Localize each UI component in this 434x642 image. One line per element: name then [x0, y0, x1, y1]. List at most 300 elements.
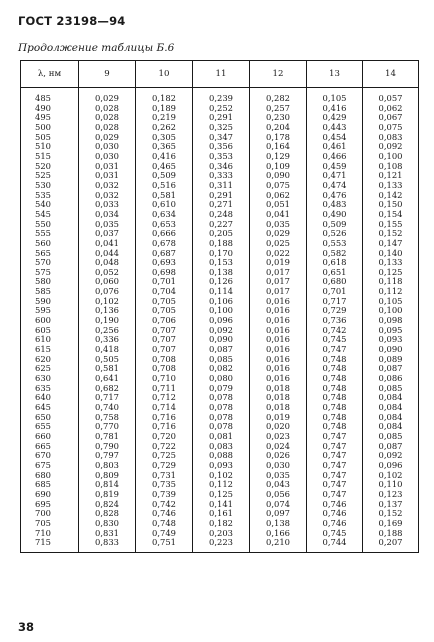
value-cell: 0,471 [307, 171, 363, 181]
value-cell: 0,086 [363, 374, 419, 384]
value-cell: 0,075 [250, 181, 307, 191]
value-cell: 0,814 [79, 480, 136, 490]
value-cell: 0,716 [136, 422, 193, 432]
value-cell: 0,025 [250, 239, 307, 249]
wavelength-cell: 700 [21, 509, 79, 519]
value-cell: 0,035 [250, 220, 307, 230]
value-cell: 0,325 [193, 123, 250, 133]
value-cell: 0,722 [136, 442, 193, 452]
value-cell: 0,084 [363, 403, 419, 413]
value-cell: 0,030 [79, 142, 136, 152]
value-cell: 0,466 [307, 152, 363, 162]
value-cell: 0,085 [363, 384, 419, 394]
value-cell: 0,105 [307, 88, 363, 104]
value-cell: 0,747 [307, 442, 363, 452]
table-row [21, 384, 419, 394]
value-cell: 0,083 [193, 442, 250, 452]
value-cell: 0,084 [363, 413, 419, 423]
value-cell: 0,105 [363, 297, 419, 307]
value-cell: 0,742 [307, 326, 363, 336]
value-cell: 0,035 [250, 471, 307, 481]
value-cell: 0,353 [193, 152, 250, 162]
value-cell: 0,138 [193, 268, 250, 278]
value-cell: 0,028 [79, 123, 136, 133]
value-cell: 0,048 [79, 258, 136, 268]
value-cell: 0,262 [136, 123, 193, 133]
value-cell: 0,164 [250, 142, 307, 152]
value-cell: 0,087 [363, 442, 419, 452]
value-cell: 0,443 [307, 123, 363, 133]
wavelength-cell: 505 [21, 133, 79, 143]
value-cell: 0,016 [250, 355, 307, 365]
wavelength-cell: 575 [21, 268, 79, 278]
value-cell: 0,803 [79, 461, 136, 471]
value-cell: 0,152 [363, 509, 419, 519]
value-cell: 0,121 [363, 171, 419, 181]
wavelength-cell: 670 [21, 451, 79, 461]
wavelength-cell: 660 [21, 432, 79, 442]
table-row [21, 500, 419, 510]
table-row [21, 519, 419, 529]
value-cell: 0,505 [79, 355, 136, 365]
value-cell: 0,230 [250, 113, 307, 123]
value-cell: 0,712 [136, 393, 193, 403]
table-row [21, 142, 419, 152]
wavelength-cell: 675 [21, 461, 79, 471]
table-row [21, 403, 419, 413]
wavelength-cell: 485 [21, 88, 79, 104]
value-cell: 0,474 [307, 181, 363, 191]
table-row [21, 374, 419, 384]
value-cell: 0,526 [307, 229, 363, 239]
value-cell: 0,037 [79, 229, 136, 239]
wavelength-cell: 610 [21, 335, 79, 345]
wavelength-cell: 550 [21, 220, 79, 230]
value-cell: 0,084 [363, 393, 419, 403]
value-cell: 0,748 [136, 519, 193, 529]
value-cell: 0,347 [193, 133, 250, 143]
value-cell: 0,096 [363, 461, 419, 471]
value-cell: 0,141 [193, 500, 250, 510]
value-cell: 0,081 [193, 432, 250, 442]
value-cell: 0,067 [363, 113, 419, 123]
wavelength-cell: 565 [21, 249, 79, 259]
value-cell: 0,465 [136, 162, 193, 172]
value-cell: 0,256 [79, 326, 136, 336]
value-cell: 0,346 [193, 162, 250, 172]
value-cell: 0,075 [363, 123, 419, 133]
value-cell: 0,182 [193, 519, 250, 529]
value-cell: 0,311 [193, 181, 250, 191]
value-cell: 0,018 [250, 384, 307, 394]
value-cell: 0,108 [363, 162, 419, 172]
table-row [21, 451, 419, 461]
value-cell: 0,051 [250, 200, 307, 210]
value-cell: 0,819 [79, 490, 136, 500]
table-row [21, 249, 419, 259]
value-cell: 0,736 [307, 316, 363, 326]
value-cell: 0,016 [250, 306, 307, 316]
value-cell: 0,707 [136, 345, 193, 355]
value-cell: 0,019 [250, 258, 307, 268]
wavelength-cell: 690 [21, 490, 79, 500]
value-cell: 0,092 [193, 326, 250, 336]
table-row [21, 355, 419, 365]
table-row [21, 200, 419, 210]
value-cell: 0,031 [79, 171, 136, 181]
value-cell: 0,653 [136, 220, 193, 230]
column-header-11: 11 [193, 61, 250, 88]
value-cell: 0,581 [79, 364, 136, 374]
value-cell: 0,701 [136, 277, 193, 287]
standard-header: ГОСТ 23198—94 [18, 14, 126, 28]
value-cell: 0,770 [79, 422, 136, 432]
value-cell: 0,716 [136, 413, 193, 423]
value-cell: 0,133 [363, 258, 419, 268]
wavelength-cell: 715 [21, 538, 79, 552]
wavelength-cell: 665 [21, 442, 79, 452]
value-cell: 0,219 [136, 113, 193, 123]
value-cell: 0,137 [363, 500, 419, 510]
value-cell: 0,029 [79, 133, 136, 143]
wavelength-cell: 635 [21, 384, 79, 394]
wavelength-cell: 685 [21, 480, 79, 490]
value-cell: 0,227 [193, 220, 250, 230]
wavelength-cell: 600 [21, 316, 79, 326]
value-cell: 0,706 [136, 316, 193, 326]
value-cell: 0,087 [363, 364, 419, 374]
value-cell: 0,282 [250, 88, 307, 104]
table-row [21, 509, 419, 519]
table-body [21, 88, 419, 553]
value-cell: 0,742 [136, 500, 193, 510]
value-cell: 0,102 [363, 471, 419, 481]
value-cell: 0,057 [363, 88, 419, 104]
value-cell: 0,248 [193, 210, 250, 220]
value-cell: 0,152 [363, 229, 419, 239]
value-cell: 0,746 [136, 509, 193, 519]
value-cell: 0,169 [363, 519, 419, 529]
table-row [21, 258, 419, 268]
value-cell: 0,416 [307, 104, 363, 114]
value-cell: 0,031 [79, 162, 136, 172]
wavelength-cell: 495 [21, 113, 79, 123]
value-cell: 0,095 [363, 326, 419, 336]
wavelength-cell: 520 [21, 162, 79, 172]
value-cell: 0,100 [363, 306, 419, 316]
value-cell: 0,744 [307, 538, 363, 552]
value-cell: 0,102 [79, 297, 136, 307]
value-cell: 0,080 [193, 374, 250, 384]
value-cell: 0,748 [307, 355, 363, 365]
table-row [21, 471, 419, 481]
value-cell: 0,271 [193, 200, 250, 210]
value-cell: 0,714 [136, 403, 193, 413]
value-cell: 0,203 [193, 529, 250, 539]
value-cell: 0,078 [193, 403, 250, 413]
value-cell: 0,717 [307, 297, 363, 307]
column-header-10: 10 [136, 61, 193, 88]
value-cell: 0,223 [193, 538, 250, 552]
table-row [21, 326, 419, 336]
value-cell: 0,062 [250, 191, 307, 201]
value-cell: 0,618 [307, 258, 363, 268]
value-cell: 0,133 [363, 181, 419, 191]
table-row [21, 220, 419, 230]
value-cell: 0,032 [79, 191, 136, 201]
table-continuation-caption: Продолжение таблицы Б.6 [18, 42, 175, 54]
value-cell: 0,701 [307, 287, 363, 297]
value-cell: 0,078 [193, 422, 250, 432]
value-cell: 0,509 [136, 171, 193, 181]
table-row [21, 413, 419, 423]
value-cell: 0,147 [363, 239, 419, 249]
value-cell: 0,257 [250, 104, 307, 114]
value-cell: 0,085 [193, 355, 250, 365]
table-row [21, 287, 419, 297]
table-row [21, 422, 419, 432]
table-row [21, 529, 419, 539]
value-cell: 0,034 [79, 210, 136, 220]
value-cell: 0,758 [79, 413, 136, 423]
value-cell: 0,097 [250, 509, 307, 519]
value-cell: 0,023 [250, 432, 307, 442]
wavelength-cell: 620 [21, 355, 79, 365]
value-cell: 0,170 [193, 249, 250, 259]
value-cell: 0,114 [193, 287, 250, 297]
value-cell: 0,026 [250, 451, 307, 461]
value-cell: 0,087 [193, 345, 250, 355]
value-cell: 0,028 [79, 113, 136, 123]
value-cell: 0,090 [363, 345, 419, 355]
value-cell: 0,043 [250, 480, 307, 490]
value-cell: 0,020 [250, 422, 307, 432]
wavelength-cell: 640 [21, 393, 79, 403]
value-cell: 0,553 [307, 239, 363, 249]
table-row [21, 268, 419, 278]
value-cell: 0,476 [307, 191, 363, 201]
value-cell: 0,747 [307, 345, 363, 355]
value-cell: 0,509 [307, 220, 363, 230]
value-cell: 0,126 [193, 277, 250, 287]
value-cell: 0,017 [250, 277, 307, 287]
value-cell: 0,459 [307, 162, 363, 172]
value-cell: 0,418 [79, 345, 136, 355]
value-cell: 0,189 [136, 104, 193, 114]
value-cell: 0,155 [363, 220, 419, 230]
value-cell: 0,751 [136, 538, 193, 552]
value-cell: 0,333 [193, 171, 250, 181]
table-row [21, 480, 419, 490]
value-cell: 0,746 [307, 500, 363, 510]
value-cell: 0,747 [307, 451, 363, 461]
page-number: 38 [18, 620, 35, 634]
value-cell: 0,029 [250, 229, 307, 239]
wavelength-cell: 555 [21, 229, 79, 239]
value-cell: 0,182 [136, 88, 193, 104]
value-cell: 0,748 [307, 403, 363, 413]
value-cell: 0,678 [136, 239, 193, 249]
value-cell: 0,017 [250, 287, 307, 297]
value-cell: 0,018 [250, 393, 307, 403]
table-row [21, 133, 419, 143]
value-cell: 0,190 [79, 316, 136, 326]
wavelength-cell: 545 [21, 210, 79, 220]
value-cell: 0,833 [79, 538, 136, 552]
value-cell: 0,079 [193, 384, 250, 394]
value-cell: 0,748 [307, 384, 363, 394]
value-cell: 0,016 [250, 374, 307, 384]
value-cell: 0,096 [193, 316, 250, 326]
value-cell: 0,581 [136, 191, 193, 201]
value-cell: 0,205 [193, 229, 250, 239]
value-cell: 0,749 [136, 529, 193, 539]
value-cell: 0,082 [193, 364, 250, 374]
table-row [21, 239, 419, 249]
value-cell: 0,062 [363, 104, 419, 114]
value-cell: 0,748 [307, 413, 363, 423]
value-cell: 0,747 [307, 490, 363, 500]
value-cell: 0,693 [136, 258, 193, 268]
table-row [21, 152, 419, 162]
value-cell: 0,083 [363, 133, 419, 143]
wavelength-cell: 615 [21, 345, 79, 355]
value-cell: 0,150 [363, 200, 419, 210]
value-cell: 0,125 [363, 268, 419, 278]
value-cell: 0,102 [193, 471, 250, 481]
value-cell: 0,016 [250, 316, 307, 326]
value-cell: 0,076 [79, 287, 136, 297]
column-header-12: 12 [250, 61, 307, 88]
value-cell: 0,710 [136, 374, 193, 384]
value-cell: 0,747 [307, 480, 363, 490]
table-row [21, 104, 419, 114]
value-cell: 0,178 [250, 133, 307, 143]
value-cell: 0,461 [307, 142, 363, 152]
table-row [21, 123, 419, 133]
value-cell: 0,830 [79, 519, 136, 529]
value-cell: 0,041 [250, 210, 307, 220]
table-row [21, 229, 419, 239]
value-cell: 0,824 [79, 500, 136, 510]
value-cell: 0,291 [193, 191, 250, 201]
table-row [21, 316, 419, 326]
wavelength-cell: 695 [21, 500, 79, 510]
value-cell: 0,828 [79, 509, 136, 519]
value-cell: 0,483 [307, 200, 363, 210]
value-cell: 0,680 [307, 277, 363, 287]
value-cell: 0,747 [307, 432, 363, 442]
value-cell: 0,033 [79, 200, 136, 210]
value-cell: 0,112 [193, 480, 250, 490]
value-cell: 0,704 [136, 287, 193, 297]
value-cell: 0,044 [79, 249, 136, 259]
value-cell: 0,090 [250, 171, 307, 181]
wavelength-cell: 585 [21, 287, 79, 297]
value-cell: 0,745 [307, 529, 363, 539]
wavelength-cell: 590 [21, 297, 79, 307]
table-row [21, 277, 419, 287]
value-cell: 0,016 [250, 297, 307, 307]
value-cell: 0,188 [193, 239, 250, 249]
value-cell: 0,708 [136, 364, 193, 374]
value-cell: 0,634 [136, 210, 193, 220]
value-cell: 0,711 [136, 384, 193, 394]
value-cell: 0,092 [363, 451, 419, 461]
value-cell: 0,717 [79, 393, 136, 403]
wavelength-cell: 705 [21, 519, 79, 529]
value-cell: 0,748 [307, 393, 363, 403]
value-cell: 0,305 [136, 133, 193, 143]
value-cell: 0,109 [250, 162, 307, 172]
value-cell: 0,239 [193, 88, 250, 104]
table-row [21, 171, 419, 181]
value-cell: 0,153 [193, 258, 250, 268]
value-cell: 0,093 [363, 335, 419, 345]
value-cell: 0,416 [136, 152, 193, 162]
value-cell: 0,682 [79, 384, 136, 394]
value-cell: 0,078 [193, 413, 250, 423]
value-cell: 0,016 [250, 335, 307, 345]
value-cell: 0,106 [193, 297, 250, 307]
table-row [21, 181, 419, 191]
table-row [21, 432, 419, 442]
wavelength-cell: 605 [21, 326, 79, 336]
value-cell: 0,056 [250, 490, 307, 500]
table-row [21, 191, 419, 201]
value-cell: 0,210 [250, 538, 307, 552]
value-cell: 0,074 [250, 500, 307, 510]
value-cell: 0,746 [307, 519, 363, 529]
table-row [21, 335, 419, 345]
wavelength-cell: 515 [21, 152, 79, 162]
table-row [21, 538, 419, 552]
value-cell: 0,060 [79, 277, 136, 287]
value-cell: 0,098 [363, 316, 419, 326]
value-cell: 0,052 [79, 268, 136, 278]
wavelength-cell: 595 [21, 306, 79, 316]
wavelength-cell: 510 [21, 142, 79, 152]
value-cell: 0,708 [136, 355, 193, 365]
value-cell: 0,030 [79, 152, 136, 162]
value-cell: 0,291 [193, 113, 250, 123]
wavelength-cell: 650 [21, 413, 79, 423]
value-cell: 0,112 [363, 287, 419, 297]
table-row [21, 364, 419, 374]
table-row [21, 162, 419, 172]
value-cell: 0,729 [307, 306, 363, 316]
table-header-row [21, 61, 419, 88]
value-cell: 0,748 [307, 374, 363, 384]
value-cell: 0,093 [193, 461, 250, 471]
value-cell: 0,698 [136, 268, 193, 278]
value-cell: 0,092 [363, 142, 419, 152]
table-row [21, 210, 419, 220]
value-cell: 0,781 [79, 432, 136, 442]
value-cell: 0,142 [363, 191, 419, 201]
value-cell: 0,129 [250, 152, 307, 162]
value-cell: 0,207 [363, 538, 419, 552]
value-cell: 0,739 [136, 490, 193, 500]
value-cell: 0,705 [136, 297, 193, 307]
value-cell: 0,088 [193, 451, 250, 461]
wavelength-cell: 530 [21, 181, 79, 191]
wavelength-cell: 645 [21, 403, 79, 413]
value-cell: 0,748 [307, 422, 363, 432]
wavelength-cell: 535 [21, 191, 79, 201]
value-cell: 0,032 [79, 181, 136, 191]
value-cell: 0,746 [307, 509, 363, 519]
